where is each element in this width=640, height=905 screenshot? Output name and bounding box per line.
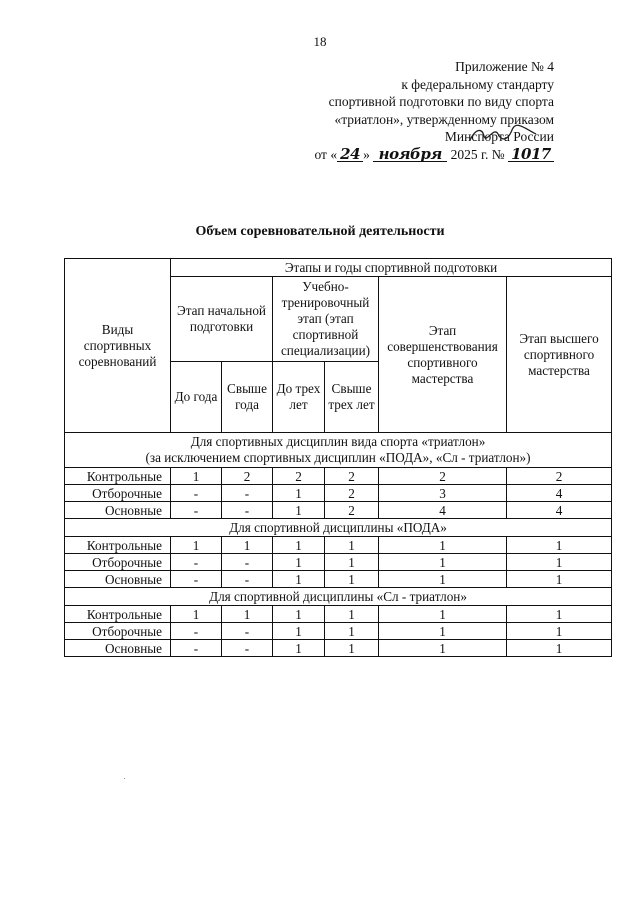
table-cell: 1 [273, 485, 325, 502]
table-cell: 1 [273, 502, 325, 519]
table-cell: 3 [379, 485, 507, 502]
table-cell: 1 [379, 640, 507, 657]
table-cell: 2 [273, 468, 325, 485]
table-row [65, 571, 612, 588]
table-cell: 1 [507, 640, 612, 657]
table-row [65, 606, 612, 623]
table-cell: 1 [507, 571, 612, 588]
table-cell: 1 [325, 640, 379, 657]
date-year: 2025 г. № [450, 146, 505, 162]
table-cell: 1 [273, 554, 325, 571]
order-date-line [314, 146, 554, 164]
table-cell: 1 [273, 571, 325, 588]
header-stage-higher: Этап высшего спортивного мастерства [507, 277, 612, 433]
table-cell: 2 [325, 485, 379, 502]
page-number: 18 [313, 34, 327, 49]
table-cell: 1 [273, 623, 325, 640]
table-cell: 1 [325, 554, 379, 571]
table-cell: 1 [325, 606, 379, 623]
table-cell: - [171, 640, 222, 657]
table-cell: 4 [507, 485, 612, 502]
table-cell: 1 [507, 554, 612, 571]
appendix-line: к федеральному стандарту [401, 76, 554, 92]
table-cell: 4 [379, 502, 507, 519]
table-cell: 1 [379, 571, 507, 588]
section-title [65, 433, 612, 468]
table-cell: 1 [379, 537, 507, 554]
row-label: Отборочные [65, 554, 171, 571]
appendix-line: «триатлон», утвержденному приказом [334, 111, 554, 127]
table-cell: - [171, 554, 222, 571]
date-month: ноября [373, 147, 447, 162]
row-label: Отборочные [65, 485, 171, 502]
row-label: Основные [65, 502, 171, 519]
table-row [65, 485, 612, 502]
row-label: Контрольные [65, 606, 171, 623]
table-cell: 1 [273, 606, 325, 623]
table-cell: 1 [507, 623, 612, 640]
section-title-line: Для спортивных дисциплин вида спорта «триатлон» [190, 434, 486, 449]
table-cell: - [171, 571, 222, 588]
table-cell: - [222, 623, 273, 640]
table-cell: 1 [379, 623, 507, 640]
table-cell: 1 [273, 537, 325, 554]
table-cell: 1 [171, 468, 222, 485]
date-day: 24 [337, 147, 363, 162]
table-cell: 1 [325, 623, 379, 640]
table-cell: 1 [171, 606, 222, 623]
appendix-line: Минспорта России [444, 129, 554, 145]
table-row [65, 468, 612, 485]
signature-icon [468, 124, 538, 144]
row-label: Отборочные [65, 623, 171, 640]
section-title: Для спортивной дисциплины «ПОДА» [65, 519, 612, 537]
appendix-line: спортивной подготовки по виду спорта [328, 94, 554, 110]
table-cell: - [171, 485, 222, 502]
header-sub-training-1: До трех лет [273, 362, 325, 433]
table-cell: 1 [273, 640, 325, 657]
table-cell: 1 [222, 606, 273, 623]
row-label: Основные [65, 571, 171, 588]
table-cell: 2 [507, 468, 612, 485]
row-label: Контрольные [65, 537, 171, 554]
table-cell: 1 [171, 537, 222, 554]
section-title: Для спортивной дисциплины «Сл - триатлон» [65, 588, 612, 606]
competition-volume-table [64, 258, 612, 657]
order-number: 1017 [508, 147, 554, 162]
header-sub-training-2: Свыше трех лет [325, 362, 379, 433]
header-stage-training: Учебно-тренировочный этап (этап спортивной специализации) [273, 277, 379, 362]
header-stages: Этапы и годы спортивной подготовки [171, 259, 612, 277]
table-cell: 2 [325, 502, 379, 519]
header-sub-initial-1: До года [171, 362, 222, 433]
table-row [65, 537, 612, 554]
table-cell: 1 [325, 537, 379, 554]
header-kinds: Виды спортивных соревнований [65, 259, 171, 433]
table-cell: - [222, 554, 273, 571]
appendix-block [314, 58, 554, 164]
table-cell: - [222, 485, 273, 502]
table-cell: - [171, 623, 222, 640]
table-cell: 1 [507, 537, 612, 554]
table-cell: - [222, 640, 273, 657]
date-mid: » [363, 146, 370, 162]
table-row [65, 640, 612, 657]
table-cell: 2 [379, 468, 507, 485]
table-cell: 1 [507, 606, 612, 623]
document-title: Объем соревновательной деятельности [195, 224, 445, 239]
row-label: Контрольные [65, 468, 171, 485]
table-cell: 1 [379, 554, 507, 571]
appendix-line: Приложение № 4 [455, 59, 554, 74]
scan-speck [124, 778, 125, 779]
table-cell: 2 [325, 468, 379, 485]
table-cell: 1 [222, 537, 273, 554]
table-cell: 4 [507, 502, 612, 519]
header-stage-initial: Этап начальной подготовки [171, 277, 273, 362]
table-row [65, 623, 612, 640]
table-cell: 1 [379, 606, 507, 623]
table-cell: 2 [222, 468, 273, 485]
table-cell: - [222, 502, 273, 519]
table-row [65, 502, 612, 519]
table-row [65, 554, 612, 571]
table-cell: 1 [325, 571, 379, 588]
table-cell: - [171, 502, 222, 519]
section-title-line: (за исключением спортивных дисциплин «ПОДА», «Сл - триатлон») [145, 450, 531, 465]
row-label: Основные [65, 640, 171, 657]
header-stage-improvement: Этап совершенствования спортивного мастерства [379, 277, 507, 433]
table-cell: - [222, 571, 273, 588]
date-prefix: от « [314, 146, 338, 162]
header-sub-initial-2: Свыше года [222, 362, 273, 433]
